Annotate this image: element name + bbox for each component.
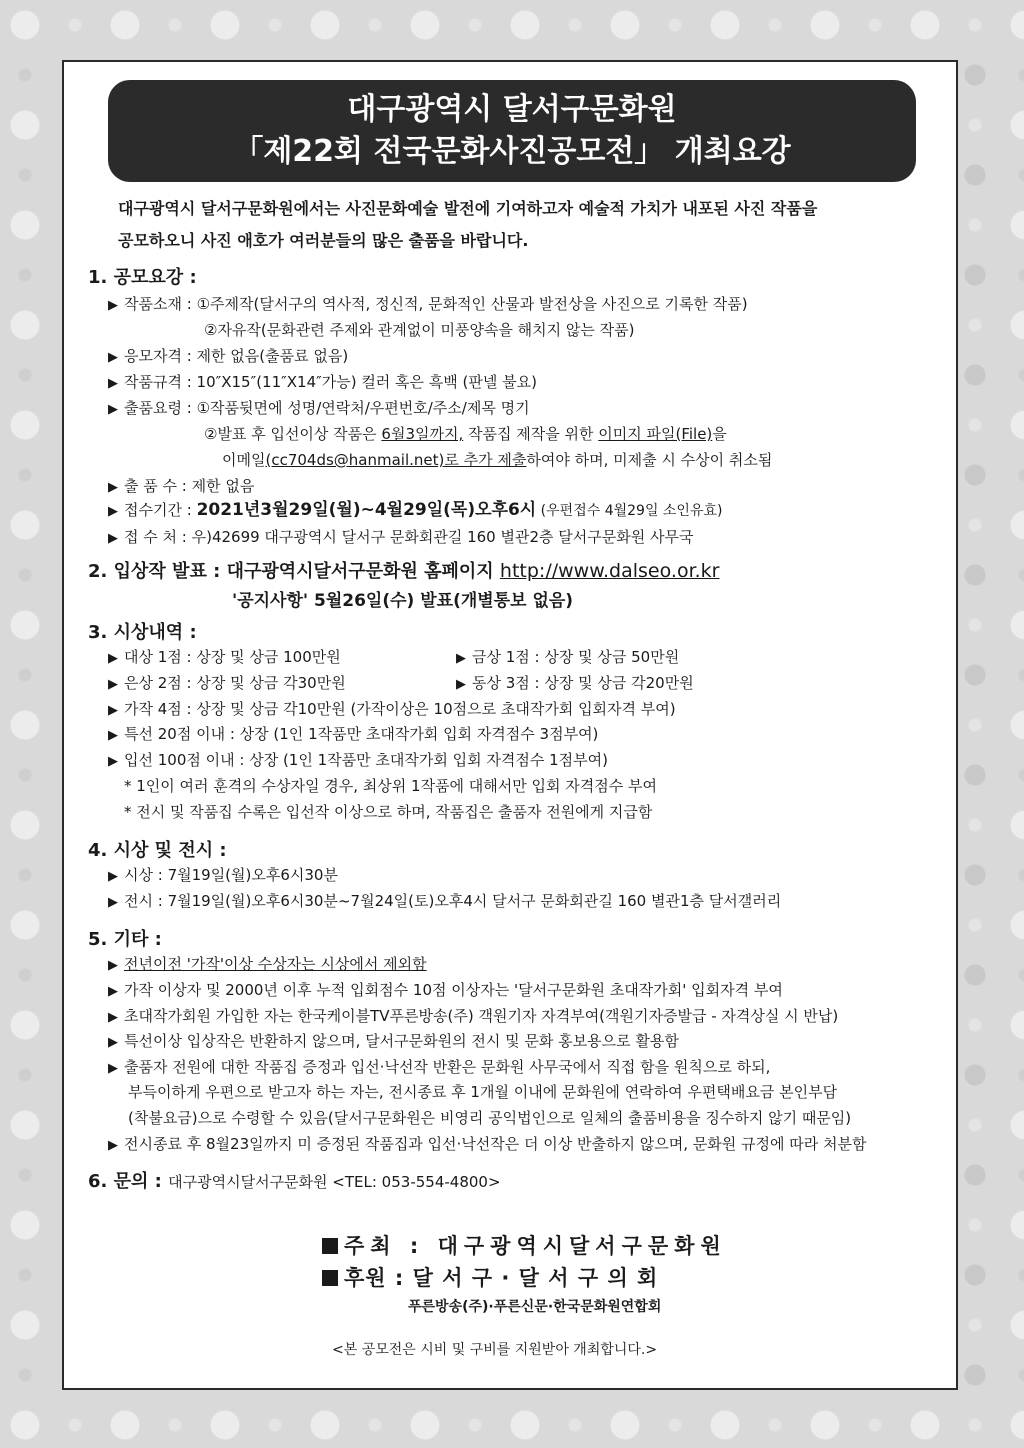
- bullet-triangle-icon: ▶: [108, 531, 118, 546]
- etc-item-5-cont-2: (착불요금)으로 수령할 수 있음(달서구문화원은 비영리 공익법인으로 일체의 출품비용을 징수하지 않기 때문임): [128, 1109, 852, 1127]
- subject-line-1: ▶ 작품소재 : ①주제작(달서구의 역사적, 정신적, 문화적인 산물과 발전상을 사진으로 기록한 작품): [108, 295, 748, 313]
- section-5-heading: 5. 기타 :: [88, 929, 162, 950]
- title-banner: [108, 80, 916, 182]
- bullet-triangle-icon: ▶: [108, 895, 118, 910]
- etc-item-4: ▶ 특선이상 입상작은 반환하지 않으며, 달서구문화원의 전시 및 문화 홍보용으로 활용함: [108, 1032, 679, 1050]
- etc-item-5-cont-1: 부득이하게 우편으로 받고자 하는 자는, 전시종료 후 1개월 이내에 문화원에 연락하여 우편택배요금 본인부담: [128, 1083, 838, 1101]
- bullet-triangle-icon: ▶: [108, 984, 118, 999]
- bullet-triangle-icon: ▶: [108, 728, 118, 743]
- section-6: 6. 문의 : 대구광역시달서구문화원 <TEL: 053-554-4800>: [88, 1171, 501, 1192]
- title-line-2: 「제22회 전국문화사진공모전」 개최요강: [233, 134, 791, 169]
- intro-line-2: 공모하오니 사진 애호가 여러분들의 많은 출품을 바랍니다.: [118, 231, 529, 250]
- intro-line-1: 대구광역시 달서구문화원에서는 사진문화예술 발전에 기여하고자 예술적 가치가 내포된 사진 작품을: [118, 199, 818, 218]
- square-bullet-icon: [322, 1270, 338, 1286]
- bullet-triangle-icon: ▶: [108, 1138, 118, 1153]
- homepage-link[interactable]: http://www.dalseo.or.kr: [499, 560, 720, 582]
- section-3-heading: 3. 시상내역 :: [88, 622, 197, 643]
- etc-item-1: ▶ 전년이전 '가작'이상 수상자는 시상에서 제외함: [108, 955, 427, 973]
- bullet-triangle-icon: ▶: [456, 677, 466, 692]
- bullet-triangle-icon: ▶: [108, 1010, 118, 1025]
- prize-grand: ▶ 대상 1점 : 상장 및 상금 100만원: [108, 648, 341, 666]
- eligibility-line: ▶ 응모자격 : 제한 없음(출품료 없음): [108, 347, 349, 365]
- bullet-triangle-icon: ▶: [108, 754, 118, 769]
- section-4-heading: 4. 시상 및 전시 :: [88, 840, 227, 861]
- sponsor-line: 후원 : 달 서 구 · 달 서 구 의 회: [322, 1262, 658, 1292]
- etc-item-2: ▶ 가작 이상자 및 2000년 이후 누적 입회점수 10점 이상자는 '달서구문화원 초대작가회' 입회자격 부여: [108, 981, 783, 999]
- bullet-triangle-icon: ▶: [108, 350, 118, 365]
- count-line: ▶ 출 품 수 : 제한 없음: [108, 477, 255, 495]
- support-note: <본 공모전은 시비 및 구비를 지원받아 개최합니다.>: [332, 1342, 658, 1358]
- address-line: ▶ 접 수 처 : 우)42699 대구광역시 달서구 문화회관길 160 별관2층 달서구문화원 사무국: [108, 528, 694, 546]
- bullet-triangle-icon: ▶: [108, 677, 118, 692]
- bullet-triangle-icon: ▶: [108, 298, 118, 313]
- subject-line-2: ②자유작(문화관련 주제와 관계없이 미풍양속을 해치지 않는 작품): [204, 321, 635, 339]
- prize-note-1: * 1인이 여러 훈격의 수상자일 경우, 최상위 1작품에 대해서만 입회 자격점수 부여: [124, 777, 657, 795]
- bullet-triangle-icon: ▶: [108, 376, 118, 391]
- method-line-3: 이메일(cc704ds@hanmail.net)로 추가 제출하여야 하며, 미제출 시 수상이 취소됨: [222, 451, 773, 469]
- exhibit-line: ▶ 전시 : 7월19일(월)오후6시30분~7월24일(토)오후4시 달서구 문화회관길 160 별관1층 달서갤러리: [108, 892, 782, 910]
- method-line-2: ②발표 후 입선이상 작품은 6월3일까지, 작품집 제작을 위한 이미지 파일(File)을: [204, 425, 727, 443]
- announcement-line: '공지사항' 5월26일(수) 발표(개별통보 없음): [232, 591, 574, 611]
- prize-note-2: * 전시 및 작품집 수록은 입선작 이상으로 하며, 작품집은 출품자 전원에게 지급함: [124, 803, 653, 821]
- bullet-triangle-icon: ▶: [108, 1035, 118, 1050]
- prize-gold: ▶ 금상 1점 : 상장 및 상금 50만원: [456, 648, 680, 666]
- bullet-triangle-icon: ▶: [456, 651, 466, 666]
- section-1-heading: 1. 공모요강 :: [88, 267, 197, 288]
- etc-item-3: ▶ 초대작가회원 가입한 자는 한국케이블TV푸른방송(주) 객원기자 자격부여(객원기자증발급 - 자격상실 시 반납): [108, 1007, 839, 1025]
- bullet-triangle-icon: ▶: [108, 703, 118, 718]
- prize-silver: ▶ 은상 2점 : 상장 및 상금 각30만원: [108, 674, 346, 692]
- bullet-triangle-icon: ▶: [108, 1061, 118, 1076]
- bullet-triangle-icon: ▶: [108, 402, 118, 417]
- intro-paragraph: [118, 193, 928, 257]
- section-2-heading: 2. 입상작 발표 : 대구광역시달서구문화원 홈페이지 http://www.dalseo.or.kr: [88, 560, 720, 582]
- etc-item-6: ▶ 전시종료 후 8월23일까지 미 증정된 작품집과 입선·낙선작은 더 이상 반출하지 않으며, 문화원 규정에 따라 처분함: [108, 1135, 867, 1153]
- host-line: 주최 : 대구광역시달서구문화원: [322, 1230, 727, 1260]
- method-line-1: ▶ 출품요령 : ①작품뒷면에 성명/연락처/우편번호/주소/제목 명기: [108, 399, 530, 417]
- sponsor-line-2: 푸른방송(주)·푸른신문·한국문화원연합회: [408, 1299, 662, 1315]
- bullet-triangle-icon: ▶: [108, 958, 118, 973]
- title-line-1: 대구광역시 달서구문화원: [347, 92, 677, 127]
- prize-special: ▶ 특선 20점 이내 : 상장 (1인 1작품만 초대작가회 입회 자격점수 3점부여): [108, 725, 599, 743]
- award-line: ▶ 시상 : 7월19일(월)오후6시30분: [108, 866, 338, 884]
- bullet-triangle-icon: ▶: [108, 504, 118, 519]
- bullet-triangle-icon: ▶: [108, 480, 118, 495]
- bullet-triangle-icon: ▶: [108, 651, 118, 666]
- etc-item-5: ▶ 출품자 전원에 대한 작품집 증정과 입선·낙선작 반환은 문화원 사무국에서 직접 함을 원칙으로 하되,: [108, 1058, 771, 1076]
- period-line: ▶ 접수기간 : 2021년3월29일(월)~4월29일(목)오후6시 (우편접수 4월29일 소인유효): [108, 500, 723, 520]
- bullet-triangle-icon: ▶: [108, 869, 118, 884]
- prize-good: ▶ 가작 4점 : 상장 및 상금 각10만원 (가작이상은 10점으로 초대작가회 입회자격 부여): [108, 700, 676, 718]
- size-line: ▶ 작품규격 : 10″X15″(11″X14″가능) 컬러 혹은 흑백 (판넬 불요): [108, 373, 537, 391]
- prize-selected: ▶ 입선 100점 이내 : 상장 (1인 1작품만 초대작가회 입회 자격점수 1점부여): [108, 751, 608, 769]
- prize-bronze: ▶ 동상 3점 : 상장 및 상금 각20만원: [456, 674, 694, 692]
- square-bullet-icon: [322, 1238, 338, 1254]
